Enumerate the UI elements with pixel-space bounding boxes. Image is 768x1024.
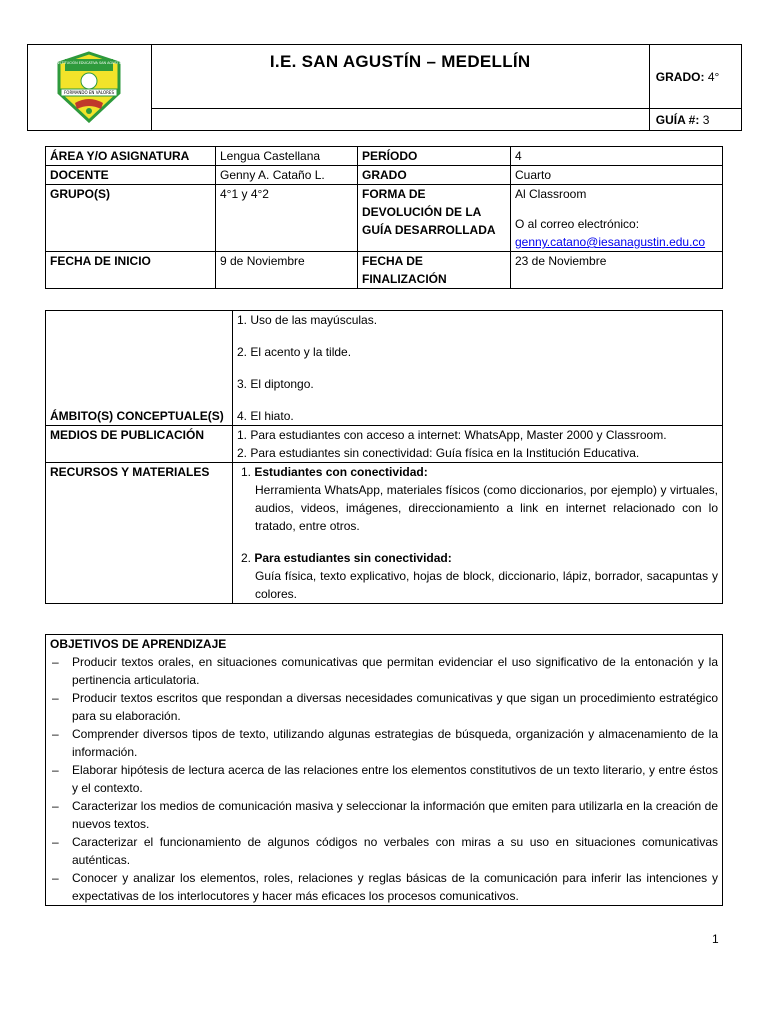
recursos-item-2-number: 2. <box>241 551 252 565</box>
header-table <box>27 44 742 131</box>
header-grado-value: 4° <box>707 69 720 84</box>
logo-top-text: INSTITUCIÓN EDUCATIVA SAN AGUSTÍN <box>56 61 123 65</box>
forma-value <box>511 185 723 252</box>
objetivo-text: Producir textos orales, en situaciones comunicativas que permitan evidenciar el uso significativo de la entonación y la pertinencia articulatoria. <box>72 655 718 687</box>
recursos-list <box>233 463 723 604</box>
school-title: I.E. SAN AGUSTÍN – MEDELLÍN <box>151 45 649 109</box>
forma-label-line3: GUÍA DESARROLLADA <box>362 223 496 237</box>
objetivo-text: Elaborar hipótesis de lectura acerca de las relaciones entre los elementos constitutivos de un texto literario, y entre éstos y el contexto. <box>72 763 718 795</box>
objetivo-item <box>50 653 718 689</box>
fin-value: 23 de Noviembre <box>511 252 723 289</box>
recursos-item-1-title: Estudiantes con conectividad <box>254 465 424 479</box>
ambito-item: 4. El hiato. <box>237 409 294 423</box>
objetivo-item <box>50 761 718 797</box>
header-grado <box>649 45 741 109</box>
fin-label-line1: FECHA DE <box>362 254 423 268</box>
medios-list <box>233 426 723 463</box>
recursos-item-1-number: 1. <box>241 465 252 479</box>
fin-label <box>358 252 511 289</box>
fin-label-line2: FINALIZACIÓN <box>362 272 447 286</box>
objetivos-table <box>45 634 723 906</box>
recursos-item-1-colon: : <box>423 465 428 479</box>
ambito-item: 2. El acento y la tilde. <box>237 345 352 359</box>
objetivo-text: Caracterizar los medios de comunicación masiva y seleccionar la información que emiten para utilizarla en la creación de nuevos textos. <box>72 799 718 831</box>
objetivo-text: Caracterizar el funcionamiento de algunos códigos no verbales con miras a su uso en situaciones comunicativas auténticas. <box>72 835 718 867</box>
info-table <box>45 146 723 289</box>
grado-label: GRADO <box>358 166 511 185</box>
area-label: ÁREA Y/O ASIGNATURA <box>46 147 216 166</box>
recursos-item-2-colon: : <box>447 551 452 565</box>
logo-band-text: FORMANDO EN VALORES <box>64 90 115 95</box>
recursos-item-2-text: Guía física, texto explicativo, hojas de block, diccionario, lápiz, borrador, sacapuntas y colores. <box>255 569 718 601</box>
periodo-label: PERÍODO <box>358 147 511 166</box>
objetivos-cell <box>46 635 723 906</box>
recursos-item-1-text: Herramienta WhatsApp, materiales físicos (como diccionarios, por ejemplo) y virtuales, audios, videos, imágenes, direccionamiento a link en internet relacionado con lo tratado, entre otros. <box>255 483 718 533</box>
ambito-item: 3. El diptongo. <box>237 377 314 391</box>
header-grado-label: GRADO: <box>655 69 705 84</box>
objetivo-text: Comprender diversos tipos de texto, utilizando algunas estrategias de búsqueda, organización y almacenamiento de la información. <box>72 727 718 759</box>
school-crest-icon <box>53 51 125 123</box>
forma-label <box>358 185 511 252</box>
header-empty-cell <box>151 109 649 131</box>
inicio-value: 9 de Noviembre <box>216 252 358 289</box>
inicio-label: FECHA DE INICIO <box>46 252 216 289</box>
grupos-label: GRUPO(S) <box>46 185 216 252</box>
page-number: 1 <box>712 932 719 946</box>
objetivo-dash: – <box>52 655 59 669</box>
area-value: Lengua Castellana <box>216 147 358 166</box>
ambito-item: 1. Uso de las mayúsculas. <box>237 313 378 327</box>
medios-label: MEDIOS DE PUBLICACIÓN <box>46 426 233 463</box>
header-guia-label: GUÍA #: <box>655 112 700 127</box>
recursos-label: RECURSOS Y MATERIALES <box>46 463 233 604</box>
objetivos-title: OBJETIVOS DE APRENDIZAJE <box>50 637 227 651</box>
recursos-item-2-title: Para estudiantes sin conectividad <box>254 551 448 565</box>
docente-label: DOCENTE <box>46 166 216 185</box>
forma-label-line1: FORMA DE <box>362 187 426 201</box>
objetivo-dash: – <box>52 835 59 849</box>
email-link[interactable]: genny.catano@iesanagustin.edu.co <box>515 235 706 249</box>
ambito-list <box>233 311 723 426</box>
medios-item: 1. Para estudiantes con acceso a internet: WhatsApp, Master 2000 y Classroom. <box>237 428 667 442</box>
docente-value: Genny A. Cataño L. <box>216 166 358 185</box>
objetivo-item <box>50 689 718 725</box>
forma-value-line1: Al Classroom <box>515 187 587 201</box>
medios-item: 2. Para estudiantes sin conectividad: Guía física en la Institución Educativa. <box>237 446 640 460</box>
objetivo-item <box>50 869 718 905</box>
objetivo-item <box>50 725 718 761</box>
objetivo-text: Conocer y analizar los elementos, roles, relaciones y reglas básicas de la comunicación para inferir las intenciones y expectativas de los interlocutores y hacer más eficaces los procesos comunicativos. <box>72 871 718 903</box>
grupos-value: 4°1 y 4°2 <box>216 185 358 252</box>
recursos-item-1-heading <box>237 463 718 481</box>
ambito-label: ÁMBITO(S) CONCEPTUALE(S) <box>46 311 233 426</box>
objetivo-dash: – <box>52 691 59 705</box>
grado-value: Cuarto <box>511 166 723 185</box>
objetivo-dash: – <box>52 871 59 885</box>
forma-label-line2: DEVOLUCIÓN DE LA <box>362 205 482 219</box>
header-guia-value: 3 <box>702 112 710 127</box>
header-guia <box>649 109 741 131</box>
objetivo-dash: – <box>52 799 59 813</box>
objetivo-item <box>50 797 718 833</box>
objetivo-text: Producir textos escritos que respondan a diversas necesidades comunicativas y que sigan un procedimiento estratégico para su elaboración. <box>72 691 718 723</box>
recursos-item-2-heading <box>237 549 718 567</box>
ambito-table <box>45 310 723 604</box>
forma-value-line2: O al correo electrónico: <box>515 217 640 231</box>
objetivo-item <box>50 833 718 869</box>
objetivo-dash: – <box>52 763 59 777</box>
periodo-value: 4 <box>511 147 723 166</box>
logo-cell <box>28 45 152 131</box>
objetivo-dash: – <box>52 727 59 741</box>
